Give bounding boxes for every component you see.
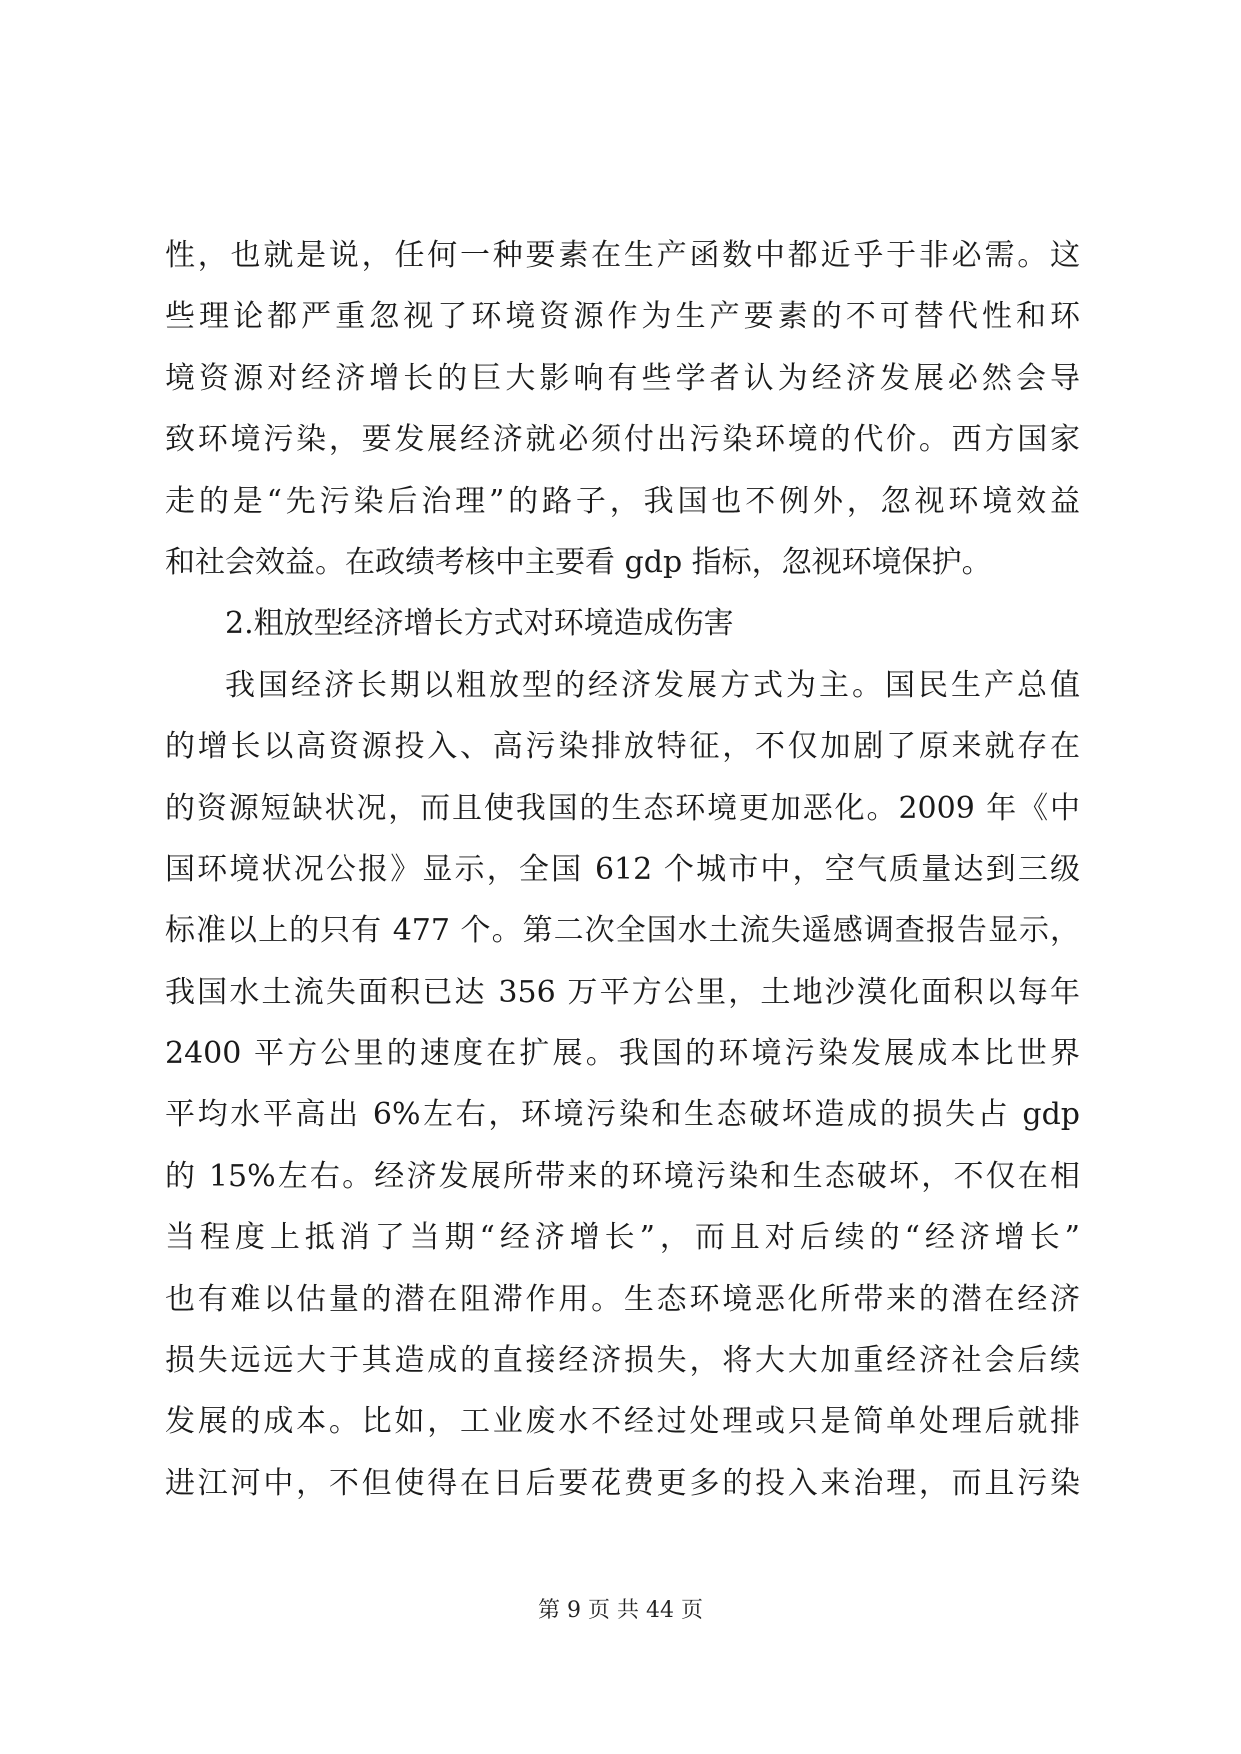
text-line: 2400 平方公里的速度在扩展。我国的环境污染发展成本比世界 xyxy=(165,1036,1080,1072)
text-line: 致环境污染，要发展经济就必须付出污染环境的代价。西方国家 xyxy=(165,422,1080,458)
text-line: 性，也就是说，任何一种要素在生产函数中都近乎于非必需。这 xyxy=(165,238,1080,273)
text-line: 的 15%左右。经济发展所带来的环境污染和生态破坏，不仅在相 xyxy=(165,1158,1080,1194)
text-line: 损失远远大于其造成的直接经济损失，将大大加重经济社会后续 xyxy=(165,1343,1080,1379)
text-line: 些理论都严重忽视了环境资源作为生产要素的不可替代性和环 xyxy=(165,299,1080,335)
text-line: 和社会效益。在政绩考核中主要看 gdp 指标，忽视环境保护。 xyxy=(165,544,992,580)
text-line: 我国水土流失面积已达 356 万平方公里，土地沙漠化面积以每年 xyxy=(165,974,1080,1010)
text-line: 当程度上抵消了当期“经济增长”，而且对后续的“经济增长” xyxy=(165,1220,1080,1256)
text-line: 也有难以估量的潜在阻滞作用。生态环境恶化所带来的潜在经济 xyxy=(165,1281,1080,1317)
text-line: 标准以上的只有 477 个。第二次全国水土流失遥感调查报告显示， xyxy=(165,913,1080,949)
section-heading: 2.粗放型经济增长方式对环境造成伤害 xyxy=(225,606,734,642)
text-line: 的增长以高资源投入、高污染排放特征，不仅加剧了原来就存在 xyxy=(165,729,1080,765)
text-line: 走的是“先污染后治理”的路子，我国也不例外，忽视环境效益 xyxy=(165,483,1080,519)
text-line: 境资源对经济增长的巨大影响有些学者认为经济发展必然会导 xyxy=(165,360,1080,396)
text-line: 国环境状况公报》显示，全国 612 个城市中，空气质量达到三级 xyxy=(165,851,1080,887)
text-line: 进江河中，不但使得在日后要花费更多的投入来治理，而且污染 xyxy=(165,1465,1080,1501)
page-number-footer: 第 9 页 共 44 页 xyxy=(538,1598,703,1623)
text-line: 发展的成本。比如，工业废水不经过处理或只是简单处理后就排 xyxy=(165,1404,1080,1440)
body-text xyxy=(165,225,1080,1514)
text-line: 我国经济长期以粗放型的经济发展方式为主。国民生产总值 xyxy=(225,667,1080,703)
text-line: 的资源短缺状况，而且使我国的生态环境更加恶化。2009 年《中 xyxy=(165,790,1080,826)
text-line: 平均水平高出 6%左右，环境污染和生态破坏造成的损失占 gdp xyxy=(165,1097,1080,1133)
